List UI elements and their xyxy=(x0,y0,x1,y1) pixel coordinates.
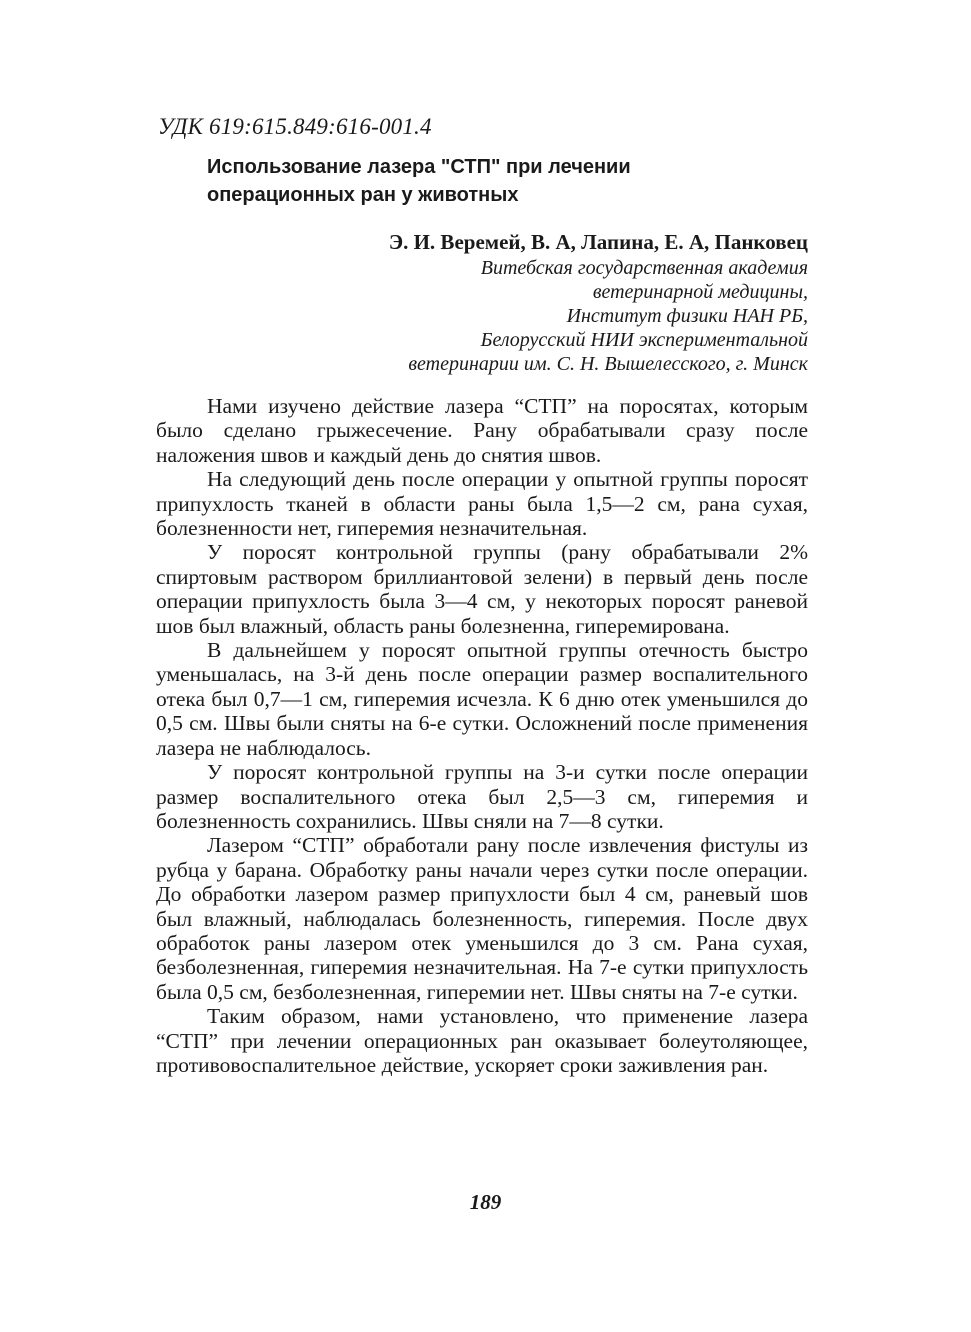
article-title xyxy=(207,153,727,209)
affiliation-line: Белорусский НИИ экспериментальной xyxy=(480,329,808,351)
body-paragraph: Лазером “СТП” обработали рану после извлечения фистулы из рубца у барана. Обработку раны начали через сутки после операции. До обработки лазером размер припухлости был 4 см, раневый шов был влажный, наблюдалась болезненность, гиперемия. После двух обработок раны лазером отек уменьшился до 3 см. Рана сухая, безболезненная, гиперемия незначительная. На 7-е сутки припухлость была 0,5 см, безболезненная, гиперемии нет. Швы сняты на 7-е сутки. xyxy=(156,833,808,1004)
body-paragraph: В дальнейшем у поросят опытной группы отечность быстро уменьшалась, на 3-й день после операции размер воспалительного отека был 0,7—1 см, гиперемия исчезла. К 6 дню отек уменьшился до 0,5 см. Швы были сняты на 6-е сутки. Осложнений после применения лазера не наблюдалось. xyxy=(156,638,808,760)
article-body xyxy=(156,394,808,1077)
title-line-1: Использование лазера "СТП" при лечении xyxy=(207,156,631,178)
body-paragraph: Нами изучено действие лазера “СТП” на поросятах, которым было сделано грыжесечение. Рану обрабатывали сразу после наложения швов и каждый день до снятия швов. xyxy=(156,394,808,467)
affiliation-line: Институт физики НАН РБ, xyxy=(566,305,808,327)
affiliation-line: ветеринарии им. С. Н. Вышелесского, г. Минск xyxy=(408,353,808,375)
page-number: 189 xyxy=(469,1190,502,1214)
body-paragraph: На следующий день после операции у опытной группы поросят припухлость тканей в области раны была 1,5—2 см, рана сухая, болезненности нет, гиперемия незначительная. xyxy=(156,467,808,541)
body-paragraph: У поросят контрольной группы на 3-и сутки после операции размер воспалительного отека был 2,5—3 см, гиперемия и болезненность сохранились. Швы сняли на 7—8 сутки. xyxy=(156,760,808,833)
body-paragraph: У поросят контрольной группы (рану обрабатывали 2% спиртовым раствором бриллиантовой зелени) в первый день после операции припухлость была 3—4 см, у некоторых поросят раневой шов был влажный, область раны болезненна, гиперемирована. xyxy=(156,540,808,638)
udc-code: УДК 619:615.849:616-001.4 xyxy=(158,114,432,139)
affiliation-line: ветеринарной медицины, xyxy=(592,281,808,303)
affiliations xyxy=(408,256,808,376)
affiliation-line: Витебская государственная академия xyxy=(480,257,808,279)
authors: Э. И. Веремей, В. А, Лапина, Е. А, Панковец xyxy=(388,230,808,254)
title-line-2: операционных ран у животных xyxy=(207,184,519,206)
body-paragraph: Таким образом, нами установлено, что применение лазера “СТП” при лечении операционных ран оказывает болеутоляющее, противовоспалительное действие, ускоряет сроки заживления ран. xyxy=(156,1004,808,1077)
